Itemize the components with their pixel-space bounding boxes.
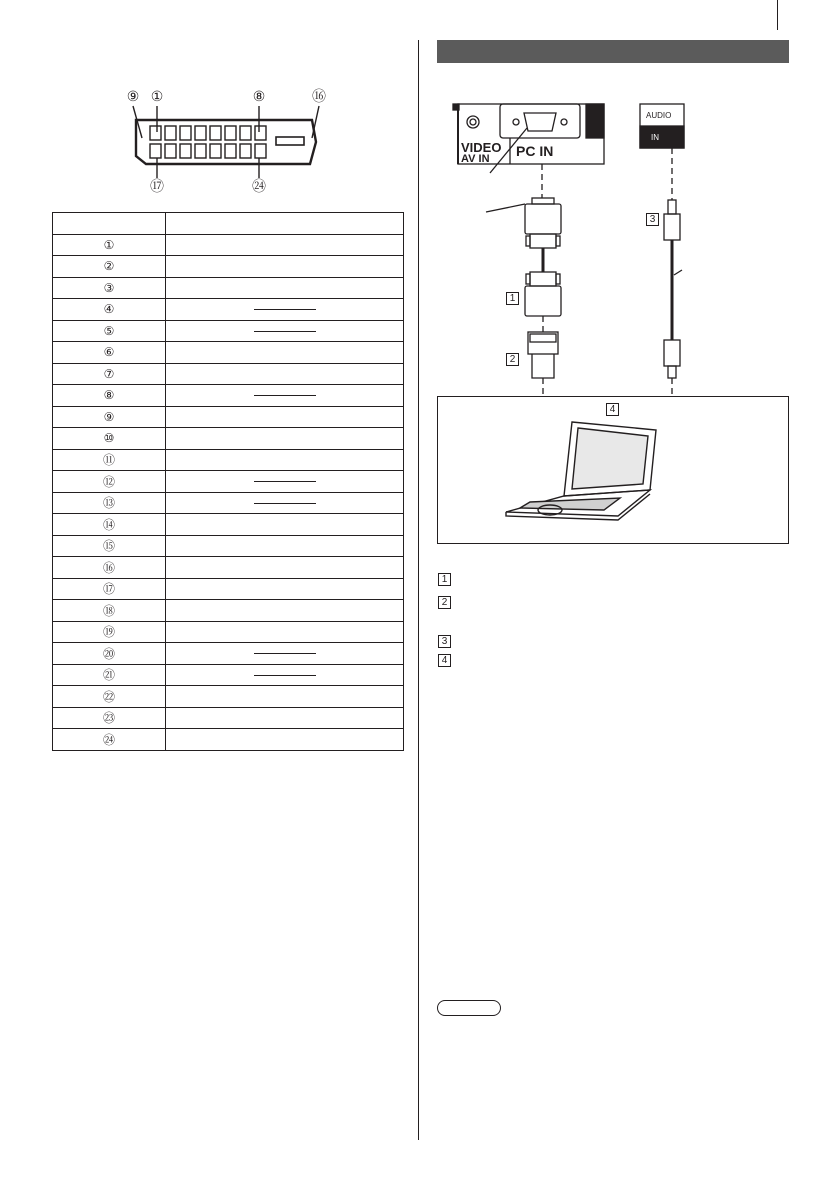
pin-label-16: ⑯: [312, 88, 326, 104]
signal-cell: [166, 643, 404, 665]
table-row: [53, 449, 404, 471]
not-used-dash: [254, 653, 316, 654]
laptop-icon: [500, 418, 660, 523]
table-row: [53, 406, 404, 428]
signal-cell: [166, 234, 404, 256]
pin-number-cell: ⑦: [53, 363, 166, 385]
pin-label-17: ⑰: [150, 178, 164, 194]
pin-number-cell: ㉑: [53, 664, 166, 686]
pin-number-cell: ⑲: [53, 621, 166, 643]
table-row: [53, 707, 404, 729]
header-cell-signal: [166, 213, 404, 235]
signal-cell: [166, 492, 404, 514]
pin-number-cell: ⑭: [53, 514, 166, 536]
pin-number-cell: ③: [53, 277, 166, 299]
table-row: [53, 277, 404, 299]
table-row: [53, 686, 404, 708]
signal-cell: [166, 277, 404, 299]
table-row: [53, 363, 404, 385]
pin-label-8: ⑧: [252, 88, 266, 104]
legend-item-4: 4: [438, 654, 451, 667]
pin-number-cell: ⑨: [53, 406, 166, 428]
label-audio: AUDIO: [646, 111, 672, 120]
not-used-dash: [254, 395, 316, 396]
not-used-dash: [254, 481, 316, 482]
legend-item-1: 1: [438, 573, 451, 586]
table-row: [53, 557, 404, 579]
callout-4: 4: [606, 403, 619, 416]
pin-number-cell: ⑧: [53, 385, 166, 407]
dvi-socket-shape: [120, 102, 336, 182]
signal-cell: [166, 514, 404, 536]
signal-cell: [166, 406, 404, 428]
table-header-row: [53, 213, 404, 235]
dvi-connector-diagram: [120, 88, 336, 198]
pin-number-cell: ⑫: [53, 471, 166, 493]
label-video: VIDEO: [461, 140, 502, 155]
section-header-bar: [437, 40, 789, 63]
pin-number-cell: ⑯: [53, 557, 166, 579]
table-row: [53, 664, 404, 686]
table-row: [53, 471, 404, 493]
pin-number-cell: ⑪: [53, 449, 166, 471]
pin-number-cell: ⑮: [53, 535, 166, 557]
page-top-rule: [777, 0, 778, 30]
signal-cell: [166, 621, 404, 643]
pin-number-cell: ⑰: [53, 578, 166, 600]
pin-label-24: ㉔: [252, 178, 266, 194]
callout-2: 2: [506, 353, 519, 366]
signal-cell: [166, 299, 404, 321]
table-row: [53, 643, 404, 665]
callout-1: 1: [506, 292, 519, 305]
signal-cell: [166, 320, 404, 342]
label-pc-in: PC IN: [516, 143, 554, 159]
table-row: [53, 428, 404, 450]
pin-number-cell: ⑩: [53, 428, 166, 450]
table-row: [53, 320, 404, 342]
signal-cell: [166, 578, 404, 600]
not-used-dash: [254, 331, 316, 332]
pin-number-cell: ⑱: [53, 600, 166, 622]
table-row: [53, 514, 404, 536]
pin-number-cell: ⑬: [53, 492, 166, 514]
pin-number-cell: ①: [53, 234, 166, 256]
header-cell-pin: [53, 213, 166, 235]
table-row: [53, 600, 404, 622]
pin-number-cell: ②: [53, 256, 166, 278]
not-used-dash: [254, 675, 316, 676]
table-row: [53, 578, 404, 600]
table-row: [53, 621, 404, 643]
signal-cell: [166, 428, 404, 450]
pin-assignment-table: [52, 212, 404, 751]
table-row: [53, 492, 404, 514]
signal-cell: [166, 363, 404, 385]
pc-connection-diagram: [450, 100, 690, 395]
pin-label-9: ⑨: [126, 88, 140, 104]
signal-cell: [166, 729, 404, 751]
pin-number-cell: ㉓: [53, 707, 166, 729]
signal-cell: [166, 535, 404, 557]
pin-number-cell: ④: [53, 299, 166, 321]
pin-number-cell: ⑤: [53, 320, 166, 342]
table-row: [53, 234, 404, 256]
label-audio-in: IN: [651, 133, 659, 142]
not-used-dash: [254, 503, 316, 504]
legend-item-3: 3: [438, 635, 451, 648]
signal-cell: [166, 256, 404, 278]
pin-label-1: ①: [150, 88, 164, 104]
not-used-dash: [254, 309, 316, 310]
signal-cell: [166, 449, 404, 471]
signal-cell: [166, 686, 404, 708]
pin-number-cell: ㉔: [53, 729, 166, 751]
label-av-in: AV IN: [461, 153, 490, 165]
table-row: [53, 729, 404, 751]
signal-cell: [166, 342, 404, 364]
pin-number-cell: ㉒: [53, 686, 166, 708]
signal-cell: [166, 707, 404, 729]
legend-item-2: 2: [438, 596, 451, 609]
table-row: [53, 385, 404, 407]
table-row: [53, 342, 404, 364]
signal-cell: [166, 557, 404, 579]
signal-cell: [166, 600, 404, 622]
note-badge: [437, 1000, 501, 1016]
callout-3: 3: [646, 213, 659, 226]
table-row: [53, 256, 404, 278]
pin-number-cell: ⑳: [53, 643, 166, 665]
signal-cell: [166, 664, 404, 686]
column-divider: [418, 40, 419, 1140]
table-row: [53, 535, 404, 557]
signal-cell: [166, 471, 404, 493]
signal-cell: [166, 385, 404, 407]
table-row: [53, 299, 404, 321]
pin-number-cell: ⑥: [53, 342, 166, 364]
